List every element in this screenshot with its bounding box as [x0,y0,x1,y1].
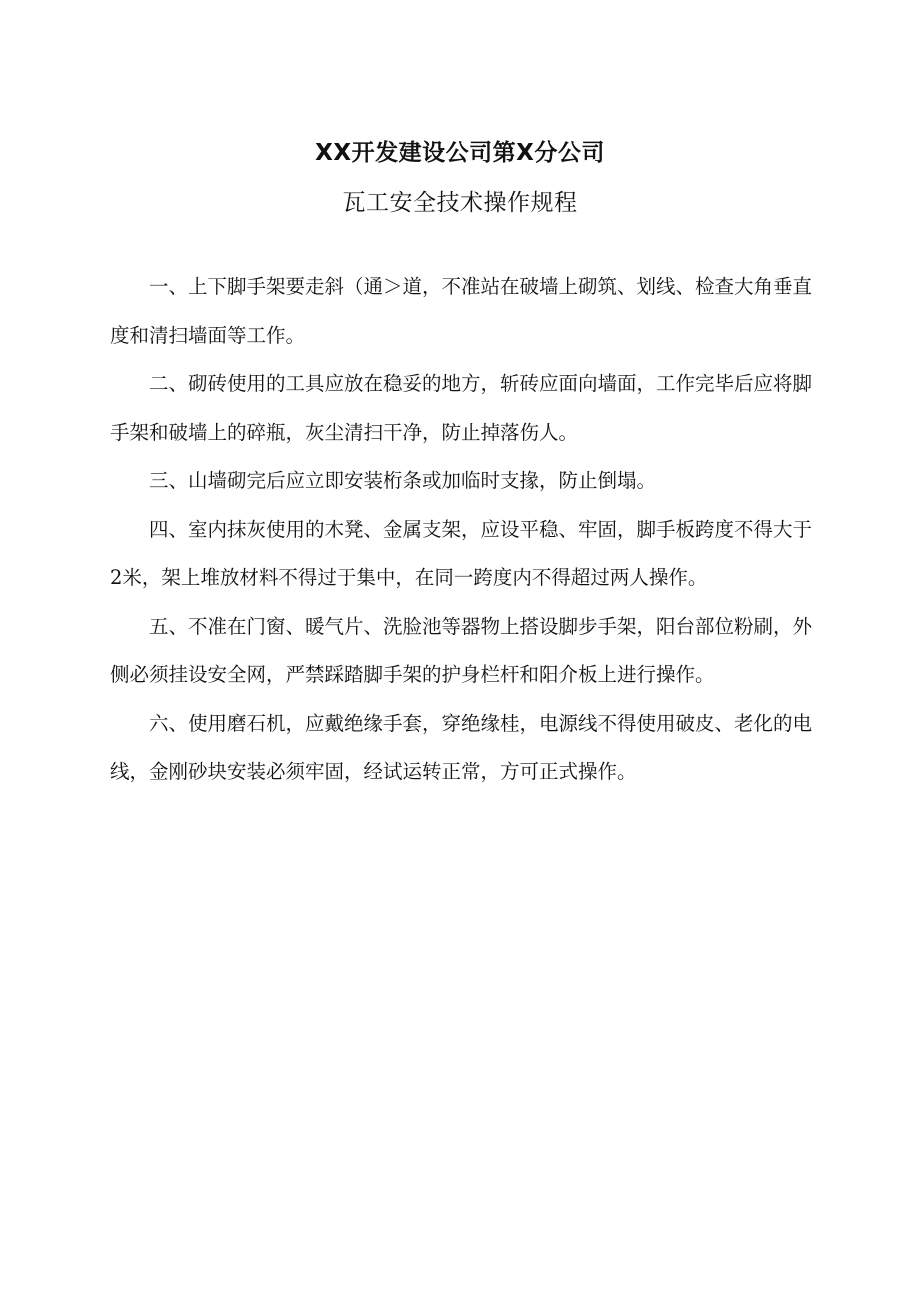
rule-paragraph-4: 四、室内抹灰使用的木凳、金属支架，应设平稳、牢固，脚手板跨度不得大于2米，架上堆放材料不得过于集中，在同一跨度内不得超过两人操作。 [110,517,813,589]
document-body [110,263,812,797]
rule-paragraph-5: 五、不准在门窗、暖气片、洗脸池等器物上搭设脚步手架，阳台部位粉刷，外侧必须挂设安全网，严禁踩踏脚手架的护身栏杆和阳介板上进行操作。 [110,614,813,686]
rule-paragraph-2: 二、砌砖使用的工具应放在稳妥的地方，斩砖应面向墙面，工作完毕后应将脚手架和破墙上的碎瓶，灰尘清扫干净，防止掉落伤人。 [110,372,813,444]
document-title-block [0,128,920,228]
rule-paragraph-1: 一、上下脚手架要走斜（通＞道，不准站在破墙上砌筑、划线、检查大角垂直度和清扫墙面等工作。 [110,275,813,347]
rule-paragraph-6: 六、使用磨石机，应戴绝缘手套，穿绝缘桂，电源线不得使用破皮、老化的电线，金刚砂块安装必须牢固，经试运转正常，方可正式操作。 [110,711,813,783]
document-title: 瓦工安全技术操作规程 [342,190,578,216]
rule-paragraph-3: 三、山墙砌完后应立即安装桁条或加临时支掾，防止倒塌。 [149,469,657,492]
company-title: XX开发建设公司第X分公司 [315,140,605,166]
